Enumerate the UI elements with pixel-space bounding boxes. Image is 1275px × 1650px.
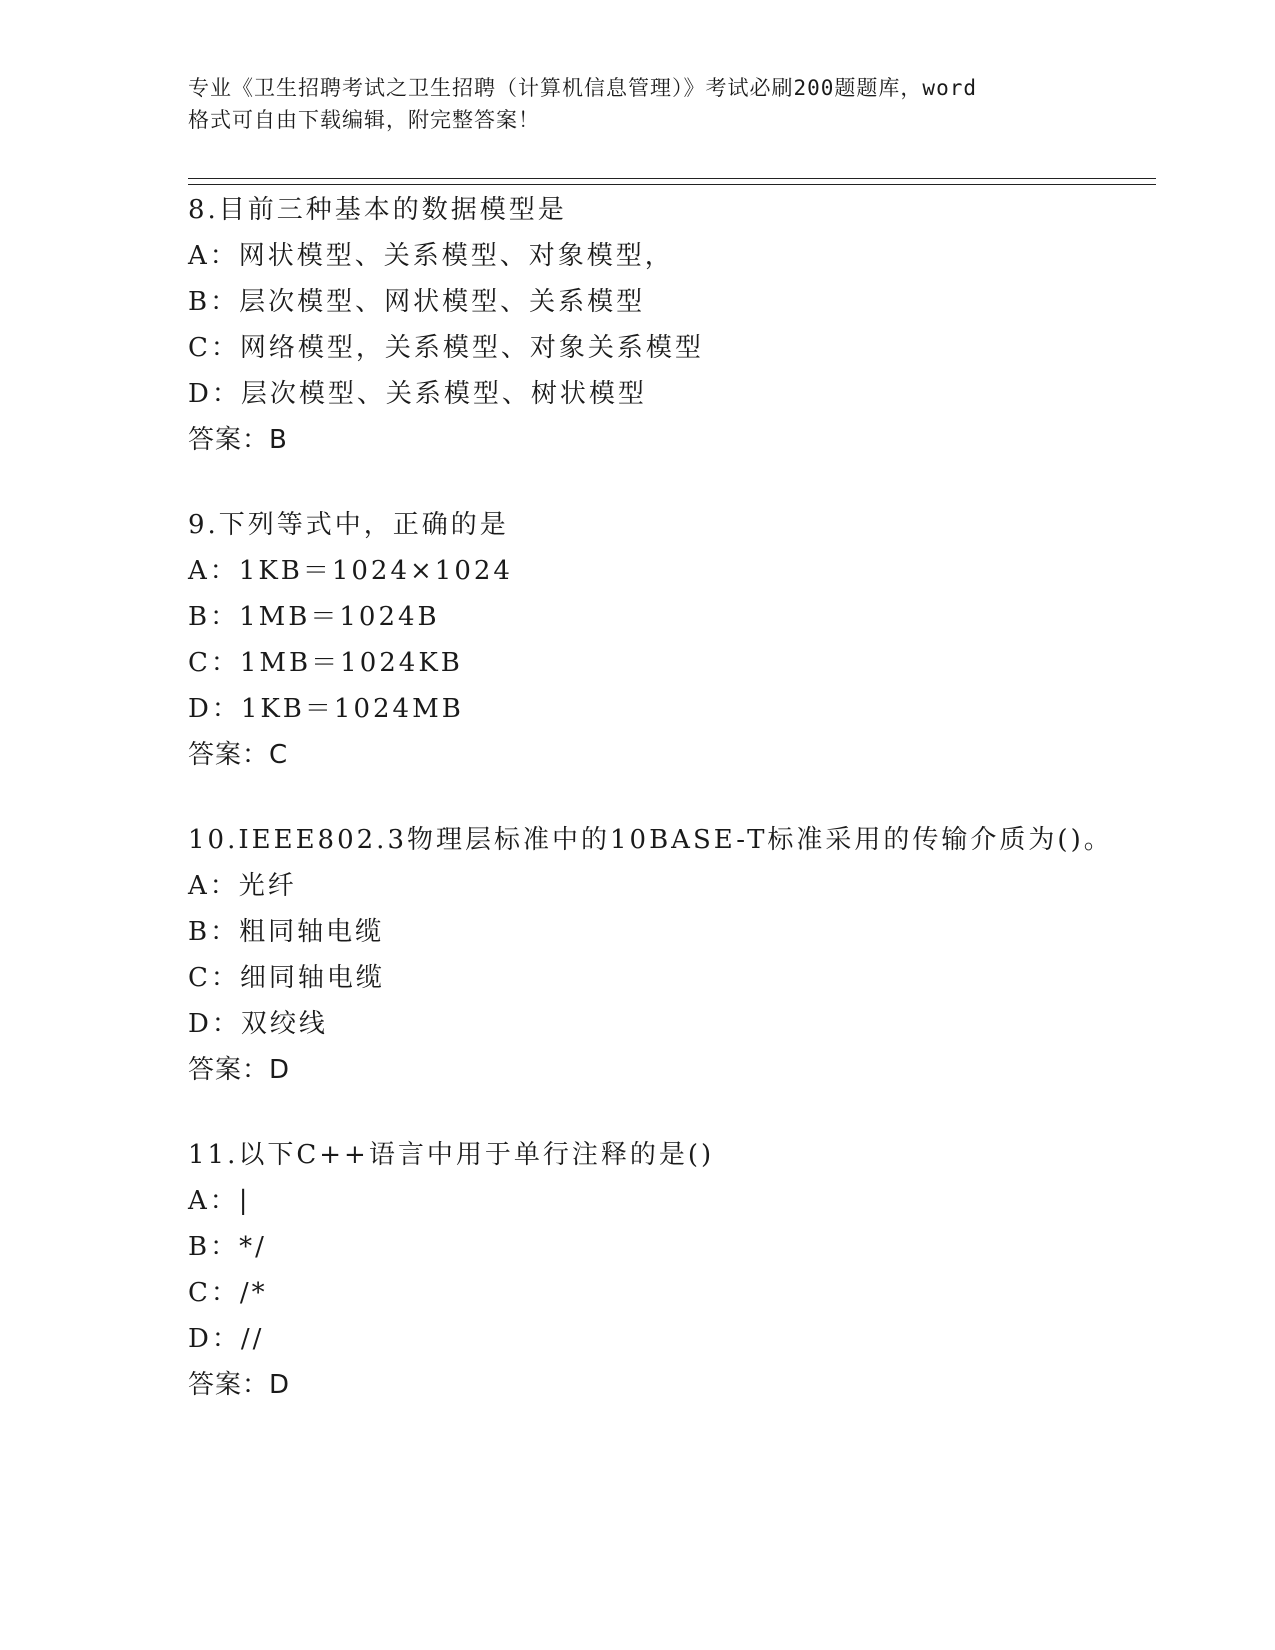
header-divider bbox=[188, 178, 1156, 185]
option-c: C：网络模型，关系模型、对象关系模型 bbox=[188, 333, 704, 363]
answer-line: 答案：B bbox=[188, 425, 288, 455]
option-b: B：层次模型、网状模型、关系模型 bbox=[188, 287, 646, 317]
answer-line: 答案：D bbox=[188, 1370, 291, 1400]
option-a: A：1KB＝1024×1024 bbox=[188, 556, 513, 586]
option-a: A：光纤 bbox=[188, 871, 297, 901]
question-9 bbox=[188, 502, 1188, 778]
header-line-1: 专业《卫生招聘考试之卫生招聘（计算机信息管理）》考试必刷200题题库，word bbox=[188, 76, 977, 100]
option-d: D：双绞线 bbox=[188, 1009, 328, 1039]
question-10 bbox=[188, 817, 1188, 1093]
question-8 bbox=[188, 187, 1188, 463]
answer-line: 答案：D bbox=[188, 1055, 291, 1085]
option-a: A：网状模型、关系模型、对象模型， bbox=[188, 241, 674, 271]
option-d: D：1KB＝1024MB bbox=[188, 694, 464, 724]
option-b: B：*/ bbox=[188, 1232, 267, 1262]
option-b: B：1MB＝1024B bbox=[188, 602, 440, 632]
option-d: D：层次模型、关系模型、树状模型 bbox=[188, 379, 647, 409]
answer-line: 答案：C bbox=[188, 740, 289, 770]
question-stem: 9.下列等式中，正确的是 bbox=[188, 510, 509, 540]
question-stem: 8.目前三种基本的数据模型是 bbox=[188, 195, 567, 225]
header-line-2: 格式可自由下载编辑，附完整答案！ bbox=[188, 108, 540, 132]
question-stem: 10.IEEE802.3物理层标准中的10BASE-T标准采用的传输介质为()。 bbox=[188, 825, 1113, 855]
option-a: A：| bbox=[188, 1186, 251, 1216]
question-11 bbox=[188, 1132, 1188, 1408]
question-stem: 11.以下C++语言中用于单行注释的是() bbox=[188, 1140, 715, 1170]
option-c: C：细同轴电缆 bbox=[188, 963, 385, 993]
option-b: B：粗同轴电缆 bbox=[188, 917, 385, 947]
document-header bbox=[188, 72, 1088, 136]
option-c: C：/* bbox=[188, 1278, 268, 1308]
option-d: D：// bbox=[188, 1324, 265, 1354]
option-c: C：1MB＝1024KB bbox=[188, 648, 463, 678]
